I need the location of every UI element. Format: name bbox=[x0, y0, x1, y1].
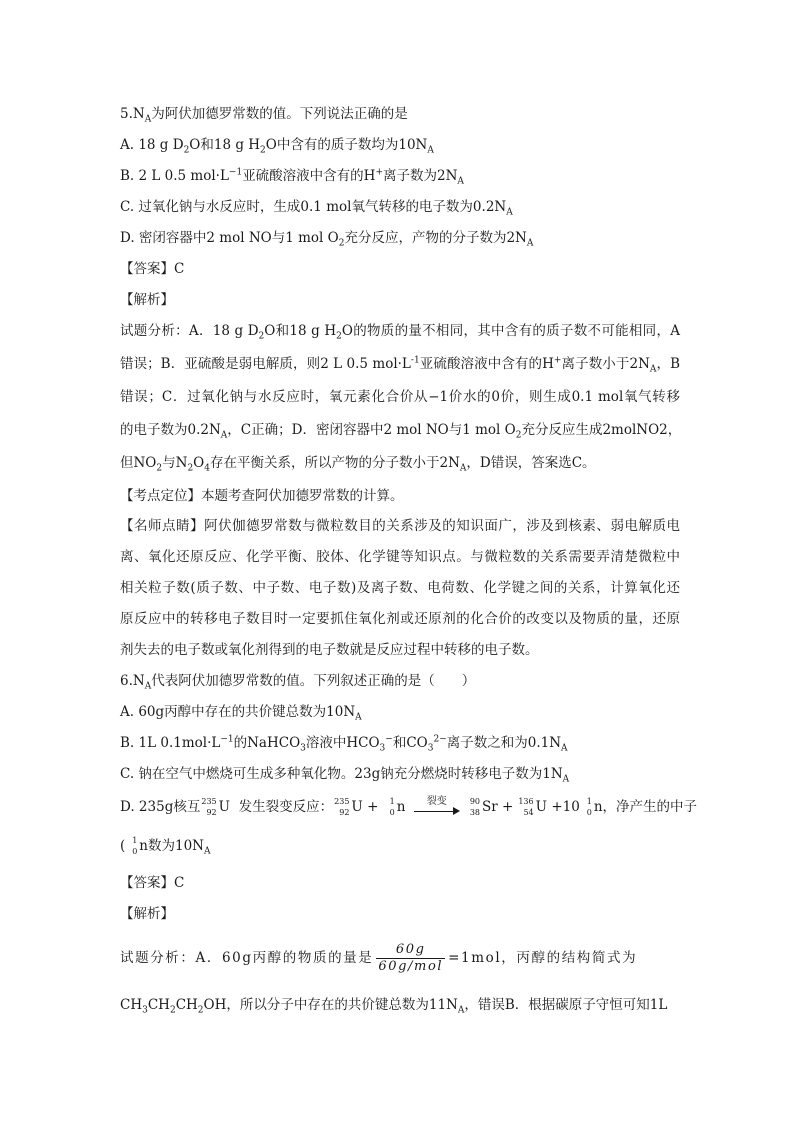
q6-analysis-label: 【解析】 bbox=[120, 906, 174, 922]
nuclide-u235: 235 92 U bbox=[201, 796, 231, 817]
q5-analysis-line: 错误；B．亚硫酸是弱电解质，则2 L 0.5 $mol\cdot L^{-1}$亚硫酸溶液中含有的H+离子数小于$2N_A$，B bbox=[120, 355, 681, 375]
q5-option-b: B. 2 L 0.5 $mol\cdot L^{-1}$亚硫酸溶液中含有的H+离子数为$2N_A$ bbox=[120, 167, 464, 187]
q5-option-c: C. 过氧化钠与水反应时，生成0.1 mol氧气转移的电子数为$0.2N_A$ bbox=[120, 199, 513, 218]
q5-teacher-line: 原反应中的转移电子数目时一定要抓住氧化剂或还原剂的化合价的改变以及物质的量，还原 bbox=[120, 611, 680, 627]
q6-answer: 【答案】C bbox=[120, 875, 185, 891]
q6-analysis-line: $CH_3CH_2CH_2OH$，所以分子中存在的共价键总数为$11N_A$，错误B．根据碳原子守恒可知1L bbox=[120, 997, 668, 1016]
q6-option-d bbox=[120, 795, 698, 818]
q6-option-c: C. 钠在空气中燃烧可生成多种氧化物。23g钠充分燃烧时转移电子数为$1N_A$ bbox=[120, 766, 570, 785]
nuclide-136: 136 54 U bbox=[518, 796, 548, 817]
plus-sign: + bbox=[551, 799, 563, 815]
q6-analysis-line bbox=[120, 940, 680, 976]
q6-option-a: A. 60g丙醇中存在的共价键总数为$10N_A$ bbox=[120, 704, 362, 723]
q5-analysis-line: 但$NO_2$与$N_2O_4$存在平衡关系，所以产物的分子数小于$2N_A$，D错误，答案选C。 bbox=[120, 455, 596, 474]
q6-d-prefix: D. 235g核互 bbox=[120, 799, 201, 815]
q6-analysis-suffix: =1mol，丙醇的结构简式为 bbox=[448, 950, 638, 966]
q5-analysis-line: 错误；C．过氧化钠与水反应时，氧元素化合价从−1价水的0价，则生成0.1 mol氧气转移 bbox=[120, 389, 680, 405]
nuclide-neutron: 1 0 n bbox=[132, 835, 148, 856]
q5-option-a: A. 18 g $D_2O$和18 g $H_2O$中含有的质子数均为$10N_A$ bbox=[120, 137, 434, 156]
q5-analysis-line: 试题分析：A．18 g $D_2O$和18 g $H_2O$的物质的量不相同，其中含有的质子数不可能相同，A bbox=[120, 323, 680, 342]
q6-option-b: B. 1L $0.1mol\cdot L^{-1}$的NaHCO$_3$溶液中$HCO_3^-$和$CO_3^{2-}$离子数之和为$0.1N_A$ bbox=[120, 734, 568, 754]
q5-stem: $5.N_A$为阿伏加德罗常数的值。下列说法正确的是 bbox=[120, 106, 408, 125]
nuclide-u235: 235 92 U bbox=[334, 796, 363, 817]
q5-point: 【考点定位】本题考查阿伏加德罗常数的计算。 bbox=[120, 488, 404, 504]
neutron-coefficient: 10 bbox=[562, 799, 580, 815]
plus-sign: + bbox=[367, 799, 379, 815]
fission-arrow: 裂变 bbox=[414, 798, 460, 818]
q6-analysis-prefix: 试题分析：A．60g丙醇的物质的量是 bbox=[120, 950, 374, 966]
q5-analysis-line: 的电子数为$0.2N_A$，C正确；D．密闭容器中2 mol NO与1 mol $O_2$充分反应生成2molNO2， bbox=[120, 422, 682, 441]
q5-teacher-line: 【名师点睛】阿伏伽德罗常数与微粒数目的关系涉及的知识面广，涉及到核素、弱电解质电 bbox=[120, 518, 680, 534]
q5-teacher-line: 相关粒子数(质子数、中子数、电子数)及离子数、电荷数、化学键之间的关系，计算氧化还 bbox=[120, 580, 680, 596]
nuclide-neutron: 1 0 n bbox=[586, 796, 603, 817]
q6-d-suffix: ，净产生的中子 bbox=[602, 799, 698, 815]
q6-stem: $6.N_A$代表阿伏加德罗常数的值。下列叙述正确的是（ ） bbox=[120, 673, 476, 692]
nuclide-sr90: 90 38 Sr bbox=[469, 796, 498, 817]
q6-d-mid: 发生裂变反应： bbox=[238, 799, 334, 815]
q5-answer: 【答案】C bbox=[120, 261, 185, 277]
q6-d-line2-suffix: 数为$10N_A$ bbox=[147, 838, 211, 857]
molar-fraction: $\frac{60g}{\text{60g/mol}}$ bbox=[378, 942, 444, 974]
plus-sign: + bbox=[502, 799, 514, 815]
q5-analysis-label: 【解析】 bbox=[120, 292, 174, 308]
q6-option-d-line2: ( 1 0 n数为$10N_A$ bbox=[120, 835, 211, 857]
q5-teacher-line: 剂失去的电子数或氧化剂得到的电子数就是反应过程中转移的电子数。 bbox=[120, 642, 539, 658]
nuclide-neutron: 1 0 n bbox=[389, 796, 406, 817]
q5-teacher-line: 离、氧化还原反应、化学平衡、胶体、化学键等知识点。与微粒数的关系需要弄清楚微粒中 bbox=[120, 549, 680, 565]
q5-option-d: D. 密闭容器中2 mol NO与1 mol $O_2$充分反应，产物的分子数为$2N_A$ bbox=[120, 230, 534, 249]
